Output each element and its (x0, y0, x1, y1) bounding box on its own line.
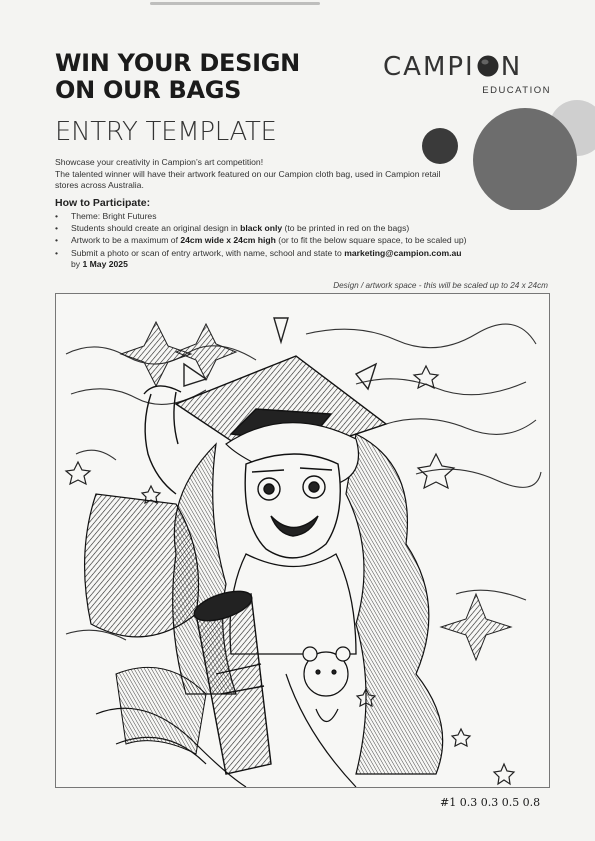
bullet: • (55, 223, 59, 234)
how-list (55, 211, 545, 271)
deco-grey-circle (473, 108, 577, 210)
campion-logo (383, 52, 553, 100)
item-text: Artwork to be a maximum of (71, 235, 181, 246)
page-subtitle: ENTRY TEMPLATE (55, 117, 277, 147)
item-text: (to be printed in red on the bags) (282, 223, 410, 234)
decorative-circles (415, 100, 595, 210)
headline-line-1: WIN YOUR DESIGN (55, 49, 300, 77)
intro-line-2: The talented winner will have their artwork featured on our Campion cloth bag, used in Campion retail stores across Australia. (55, 169, 441, 190)
list-item (55, 235, 545, 246)
headline-line-2: ON OUR BAGS (55, 76, 242, 104)
list-item (55, 223, 545, 234)
item-text: by (71, 258, 83, 269)
list-item (55, 211, 545, 222)
intro-text (55, 157, 465, 192)
how-heading: How to Participate: (55, 197, 151, 209)
logo-wordmark (383, 52, 553, 82)
headline (55, 50, 355, 104)
logo-word-right: N (500, 52, 523, 82)
intro-line-1: Showcase your creativity in Campion’s art competition! (55, 157, 264, 167)
item-text: Submit a photo or scan of entry artwork, with name, school and state to (71, 247, 345, 258)
cape (85, 494, 199, 637)
list-item (55, 248, 545, 270)
handwritten-scores: #1 0.3 0.3 0.5 0.8 (440, 796, 541, 809)
teddy-bear (303, 647, 350, 722)
artwork-caption: Design / artwork space - this will be scaled up to 24 x 24cm (333, 281, 548, 290)
bullet: • (55, 211, 59, 221)
scan-mark (150, 2, 320, 5)
artwork-space (55, 293, 550, 788)
item-text-date: 1 May 2025 (82, 258, 128, 269)
item-text: Students should create an original design in (71, 223, 241, 234)
item-text-bold: 24cm wide x 24cm high (180, 235, 276, 246)
bullet: • (55, 235, 59, 246)
artwork-drawing (56, 294, 549, 787)
item-text-bold: black only (240, 223, 283, 234)
face (245, 454, 340, 558)
bullet: • (55, 247, 59, 258)
item-text: Theme: (71, 211, 103, 221)
logo-subtext: EDUCATION (482, 85, 551, 96)
item-text: (or to fit the below square space, to be scaled up) (275, 235, 467, 246)
raised-arm (144, 386, 181, 494)
item-text-theme: Bright Futures (102, 211, 157, 221)
email-link[interactable]: marketing@campion.com.au (344, 247, 462, 258)
logo-word-left: CAMPI (383, 52, 475, 82)
logo-o-sphere-icon (476, 54, 500, 78)
